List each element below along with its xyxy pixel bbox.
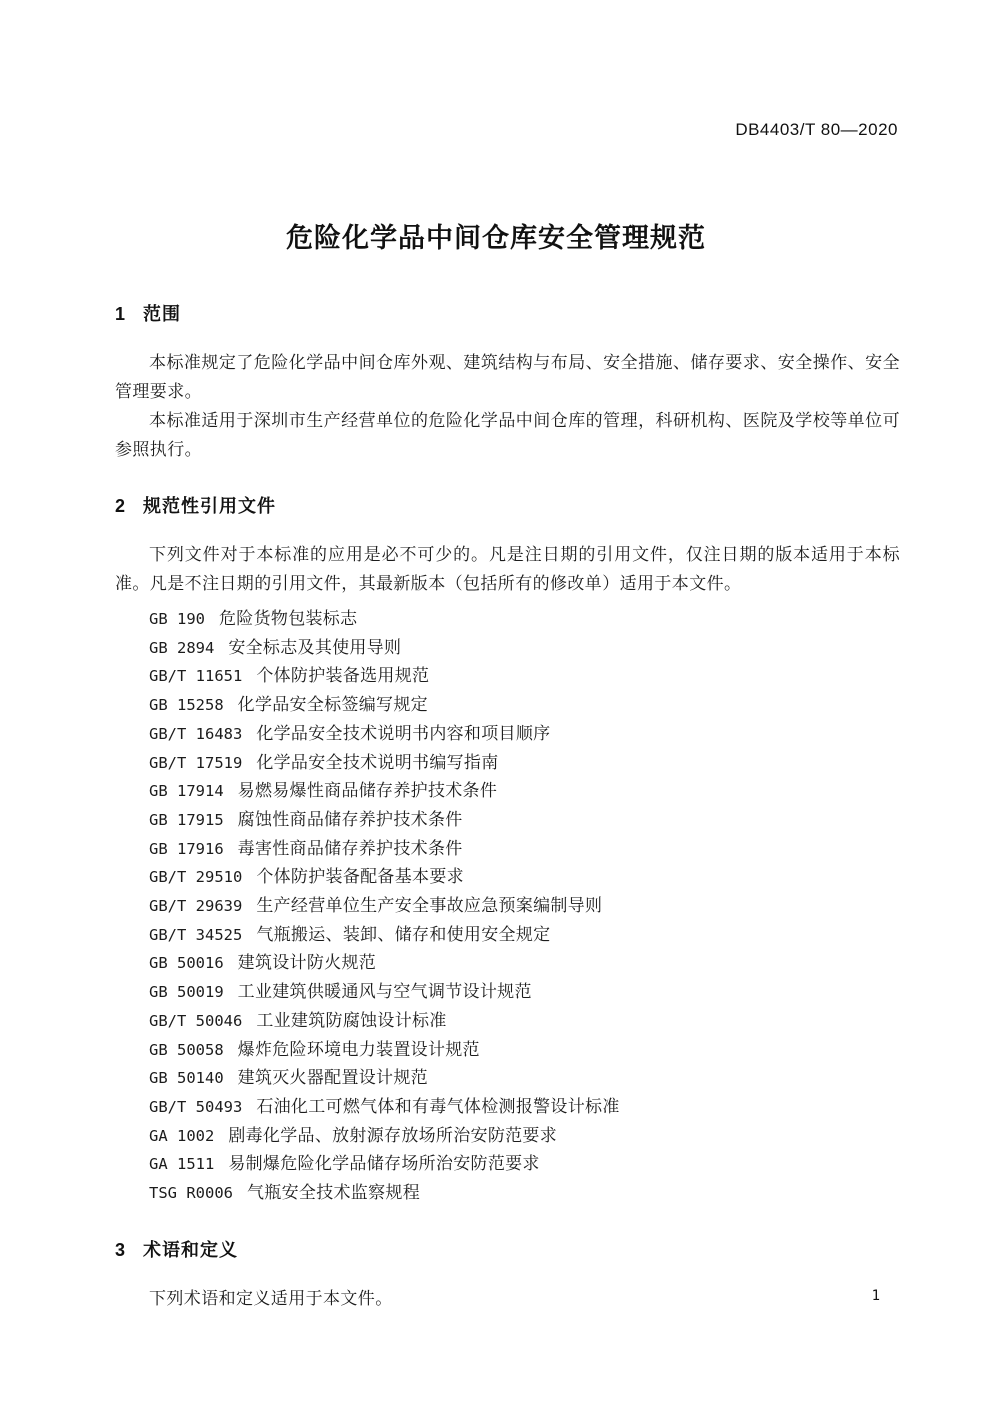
paragraph: 下列文件对于本标准的应用是必不可少的。凡是注日期的引用文件，仅注日期的版本适用于本标准。凡是不注日期的引用文件，其最新版本（包括所有的修改单）适用于本文件。	[115, 545, 900, 593]
reference-code: GB 2894	[149, 638, 215, 657]
reference-item	[149, 806, 900, 835]
reference-title: 剧毒化学品、放射源存放场所治安防范要求	[228, 1125, 558, 1145]
reference-code: GB 190	[149, 610, 205, 628]
reference-title: 建筑设计防火规范	[237, 953, 377, 973]
reference-code: GB/T 29639	[149, 897, 243, 916]
section-heading-normative-references	[115, 495, 900, 517]
reference-title: 气瓶安全技术监察规程	[247, 1183, 420, 1203]
reference-item	[149, 691, 900, 720]
reference-item	[149, 1036, 900, 1065]
reference-item	[149, 749, 900, 778]
reference-code: GB/T 50046	[149, 1011, 243, 1030]
reference-title: 生产经营单位生产安全事故应急预案编制导则	[256, 896, 603, 916]
section-number: 3	[115, 1239, 126, 1260]
page-number: 1	[871, 1288, 880, 1304]
section-heading-scope	[115, 303, 900, 325]
reference-title: 个体防护装备配备基本要求	[256, 867, 464, 887]
paragraph: 本标准规定了危险化学品中间仓库外观、建筑结构与布局、安全措施、储存要求、安全操作、安全管理要求。	[115, 353, 900, 401]
reference-list	[115, 605, 900, 1208]
reference-item	[149, 777, 900, 806]
reference-code: GB 17914	[149, 782, 224, 801]
reference-code: GB 50019	[149, 983, 224, 1002]
reference-title: 石油化工可燃气体和有毒气体检测报警设计标准	[256, 1096, 620, 1116]
section-number: 1	[115, 304, 126, 324]
reference-code: GB 17916	[149, 839, 224, 858]
reference-title: 化学品安全技术说明书编写指南	[256, 752, 499, 772]
reference-title: 气瓶搬运、装卸、储存和使用安全规定	[256, 924, 551, 944]
reference-item	[149, 1122, 900, 1151]
reference-item	[149, 835, 900, 864]
reference-title: 爆炸危险环境电力装置设计规范	[237, 1039, 480, 1059]
reference-item	[149, 605, 900, 634]
reference-title: 危险货物包装标志	[219, 609, 358, 628]
reference-code: GB/T 11651	[149, 667, 243, 686]
reference-code: GB/T 17519	[149, 753, 243, 772]
section-heading-label: 术语和定义	[143, 1239, 239, 1260]
section-heading-label: 规范性引用文件	[143, 496, 277, 516]
paragraph: 本标准适用于深圳市生产经营单位的危险化学品中间仓库的管理，科研机构、医院及学校等单位可参照执行。	[115, 411, 900, 459]
standard-number-header: DB4403/T 80—2020	[735, 120, 898, 139]
reference-title: 建筑灭火器配置设计规范	[237, 1068, 428, 1088]
reference-title: 个体防护装备选用规范	[256, 666, 430, 686]
reference-title: 安全标志及其使用导则	[228, 637, 402, 657]
reference-item	[149, 978, 900, 1007]
section-heading-label: 范围	[143, 304, 182, 324]
reference-title: 工业建筑供暖通风与空气调节设计规范	[237, 982, 532, 1002]
reference-item	[149, 634, 900, 663]
reference-item	[149, 1179, 900, 1208]
reference-item	[149, 1150, 900, 1179]
document-title: 危险化学品中间仓库安全管理规范	[286, 223, 706, 253]
reference-code: GA 1511	[149, 1155, 215, 1174]
reference-title: 化学品安全技术说明书内容和项目顺序	[256, 723, 551, 743]
section-number: 2	[115, 496, 126, 516]
reference-title: 腐蚀性商品储存养护技术条件	[237, 809, 463, 829]
reference-item	[149, 949, 900, 978]
reference-item	[149, 921, 900, 950]
reference-code: GB 50140	[149, 1069, 224, 1088]
document-body	[115, 303, 900, 1313]
reference-code: GB 15258	[149, 696, 224, 715]
reference-code: GB/T 50493	[149, 1097, 243, 1116]
reference-item	[149, 1007, 900, 1036]
reference-item	[149, 1064, 900, 1093]
section-heading-terms-definitions	[115, 1239, 900, 1261]
reference-item	[149, 1093, 900, 1122]
reference-code: GB/T 34525	[149, 925, 243, 944]
reference-code: GB 50016	[149, 954, 224, 973]
reference-code: TSG R0006	[149, 1184, 233, 1203]
reference-code: GB/T 16483	[149, 724, 243, 743]
reference-title: 易燃易爆性商品储存养护技术条件	[237, 781, 498, 801]
reference-item	[149, 720, 900, 749]
reference-title: 易制爆危险化学品储存场所治安防范要求	[228, 1154, 540, 1174]
reference-title: 毒害性商品储存养护技术条件	[237, 838, 463, 858]
reference-title: 化学品安全标签编写规定	[237, 695, 428, 715]
reference-item	[149, 662, 900, 691]
reference-code: GB 17915	[149, 810, 224, 829]
reference-item	[149, 892, 900, 921]
reference-item	[149, 863, 900, 892]
reference-code: GB/T 29510	[149, 868, 243, 887]
reference-code: GB 50058	[149, 1040, 224, 1059]
paragraph: 下列术语和定义适用于本文件。	[149, 1288, 393, 1308]
reference-title: 工业建筑防腐蚀设计标准	[256, 1010, 447, 1030]
reference-code: GA 1002	[149, 1126, 215, 1145]
